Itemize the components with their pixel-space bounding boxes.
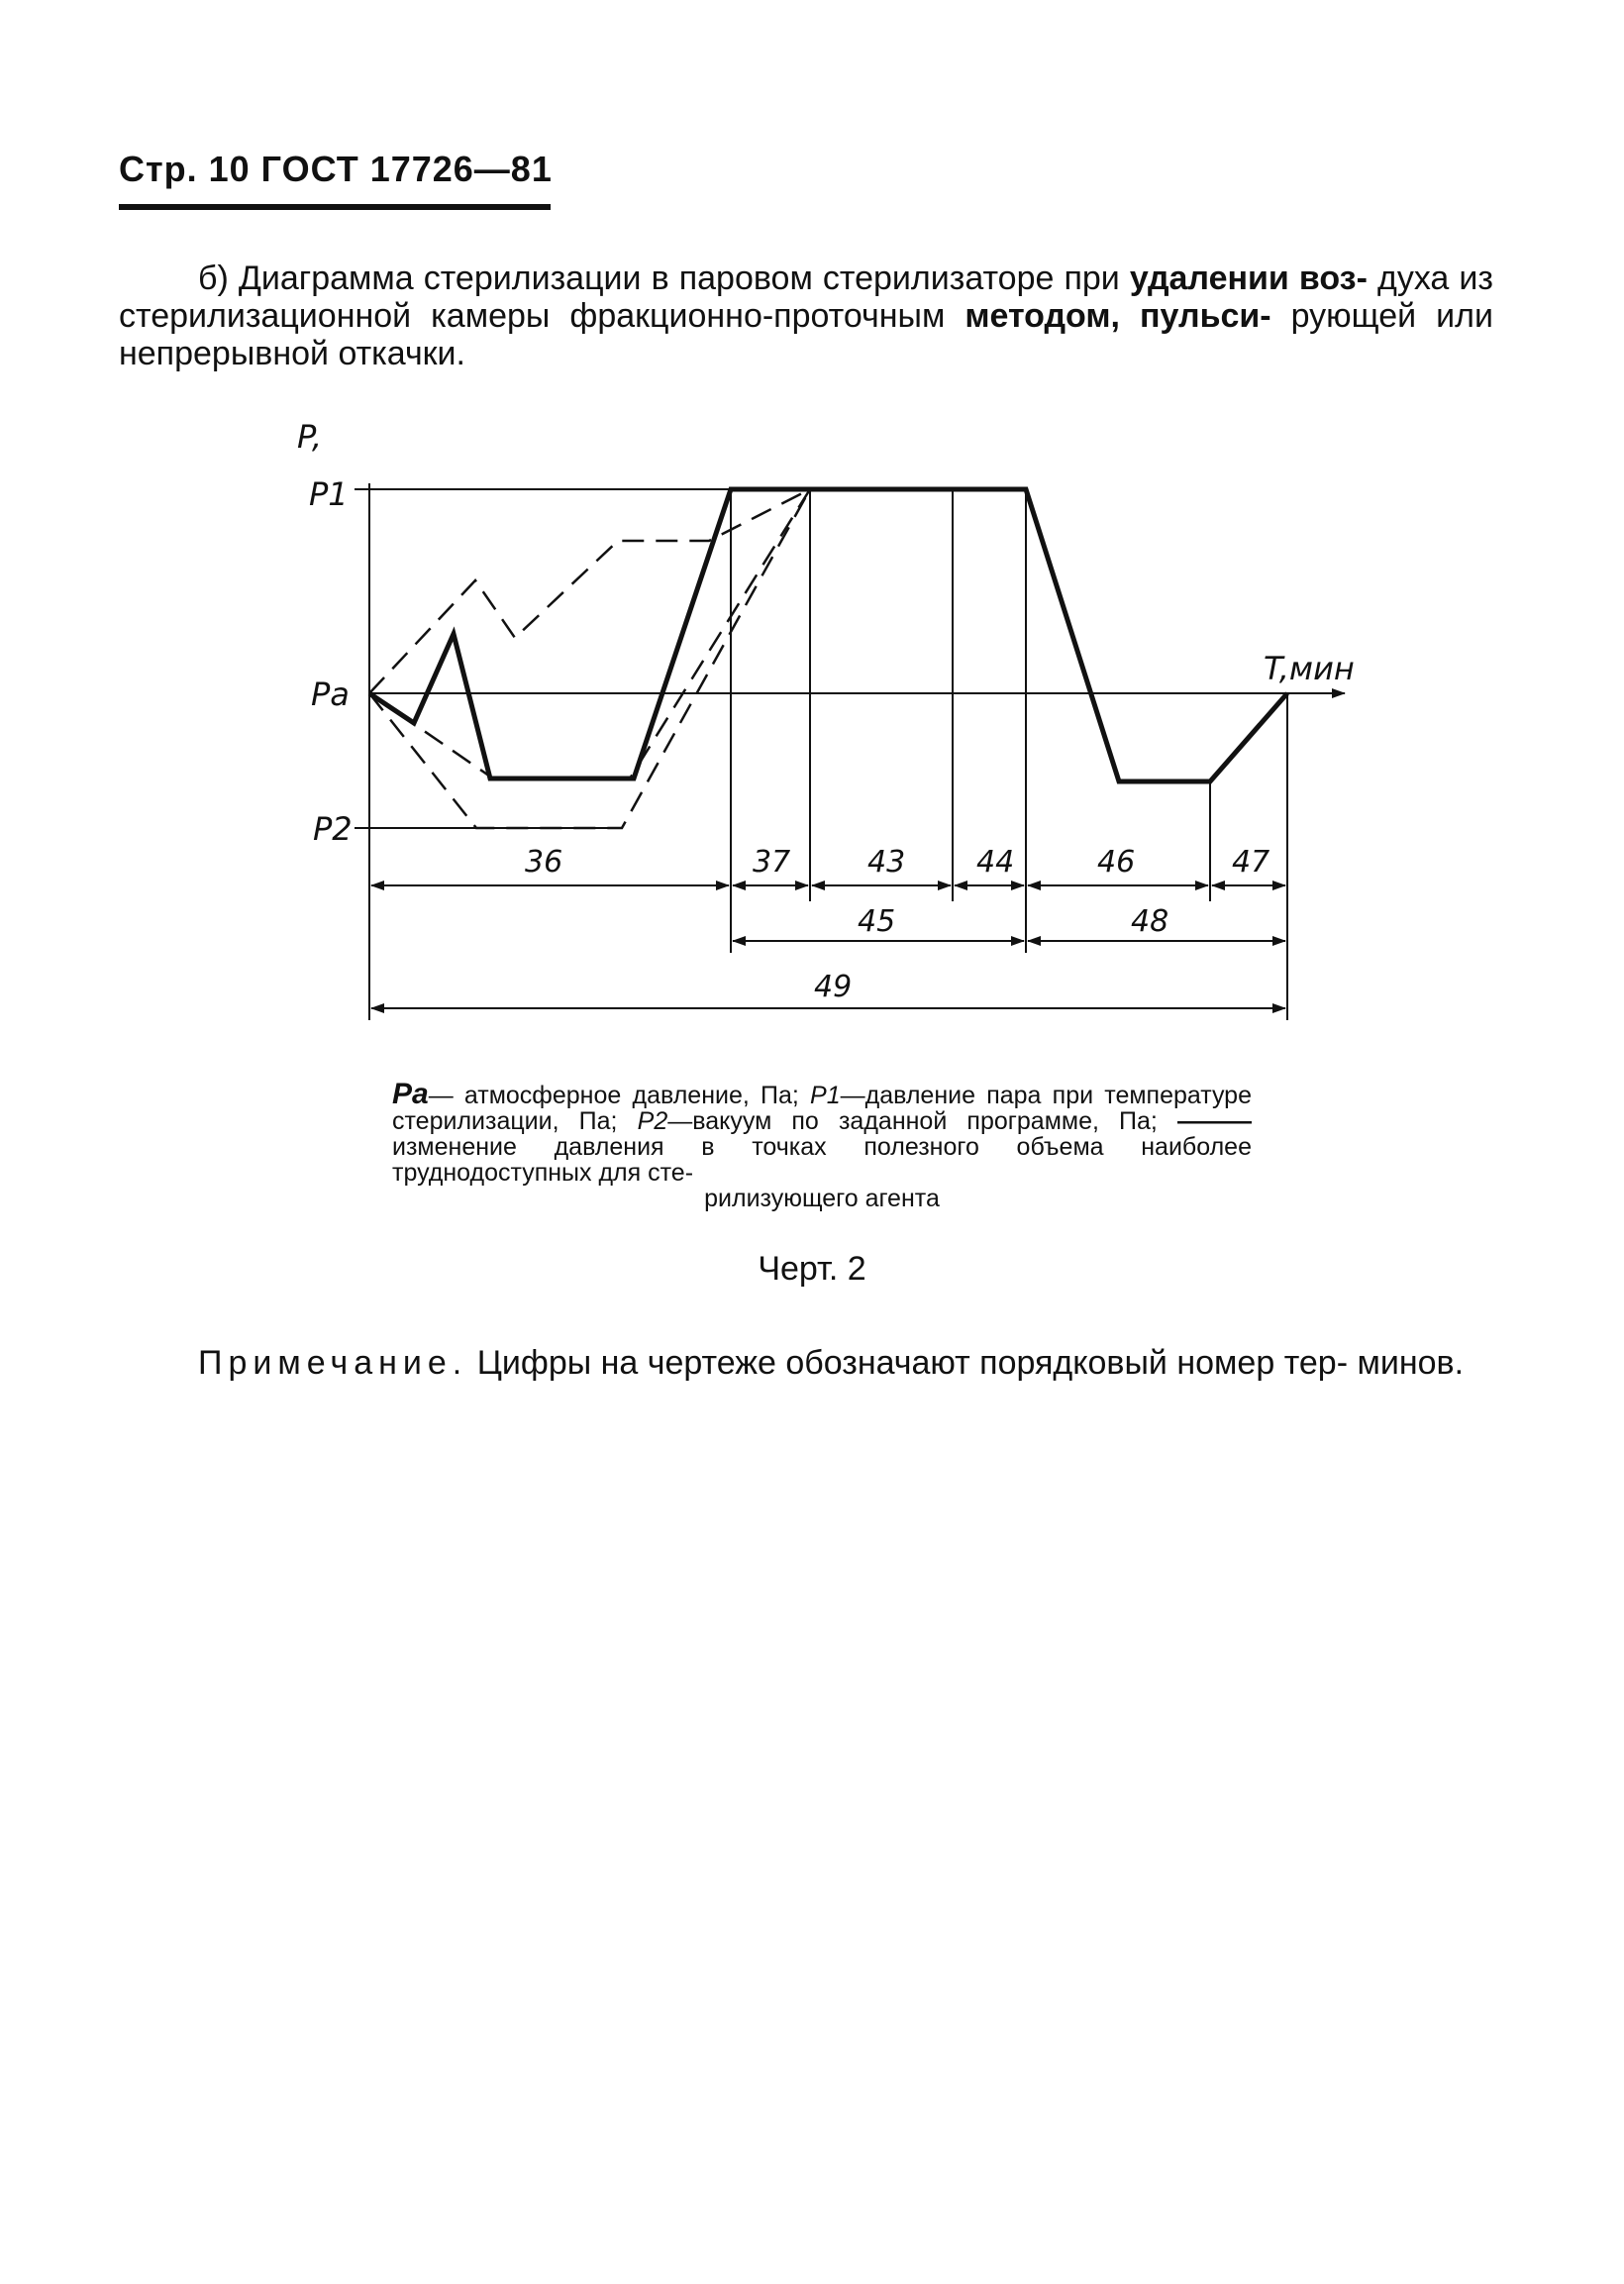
solid-pressure-curve [369,489,1287,781]
interval-label-46: 46 [1097,845,1136,880]
intro-suffix: рующей или непрерывной откачки. [119,297,1493,372]
legend-dash-text: изменение давления в точках полезного объема наиболее труднодоступных для сте- [392,1133,1252,1187]
legend-p1-text: —давление пара при температуре стерилизации, Па; [392,1082,1252,1135]
note-paragraph [119,1343,1493,1383]
y-axis-label: P, [297,418,323,456]
diagram-legend [392,1078,1253,1212]
legend-p2-symbol: P2 [637,1107,668,1135]
interval-label-43: 43 [867,845,906,880]
interval-label-44: 44 [976,845,1015,880]
x-axis-label: T,мин [1264,650,1355,687]
interval-label-47: 47 [1232,845,1270,880]
legend-last-line: рилизующего агента [704,1185,940,1212]
interval-label-49: 49 [814,970,853,1004]
intro-prefix: б) Диаграмма стерилизации в паровом стерилизаторе при [198,260,1130,297]
note-label: Примечание. [198,1344,468,1382]
legend-p2-text: —вакуум по заданной программе, Па; [667,1107,1178,1135]
intro-bold-1: удалении воз- [1129,260,1368,297]
interval-label-48: 48 [1131,904,1169,939]
interval-label-37: 37 [753,845,791,880]
pa-label: Pa [311,675,350,713]
legend-dash-symbol: ——— [1177,1107,1253,1135]
dashed-curve-upper [369,489,810,693]
p2-label: P2 [313,810,353,848]
legend-p1-symbol: P1 [810,1082,841,1109]
intro-bold-2: методом, пульси- [964,297,1271,335]
note-text: Цифры на чертеже обозначают порядковый номер тер- минов. [467,1344,1465,1382]
intro-mid: духа из стерилизационной камеры фракционно-проточным [119,260,1493,335]
dashed-curve-middle [369,489,810,779]
interval-label-45: 45 [858,904,896,939]
p1-label: P1 [309,475,349,513]
legend-pa-text: — атмосферное давление, Па; [428,1082,811,1109]
page-header: Стр. 10 ГОСТ 17726—81 [119,149,553,189]
legend-pa-symbol: Pa [392,1078,429,1110]
interval-label-36: 36 [525,845,563,880]
figure-caption: Черт. 2 [758,1250,866,1288]
sterilization-diagram [0,0,1624,1080]
